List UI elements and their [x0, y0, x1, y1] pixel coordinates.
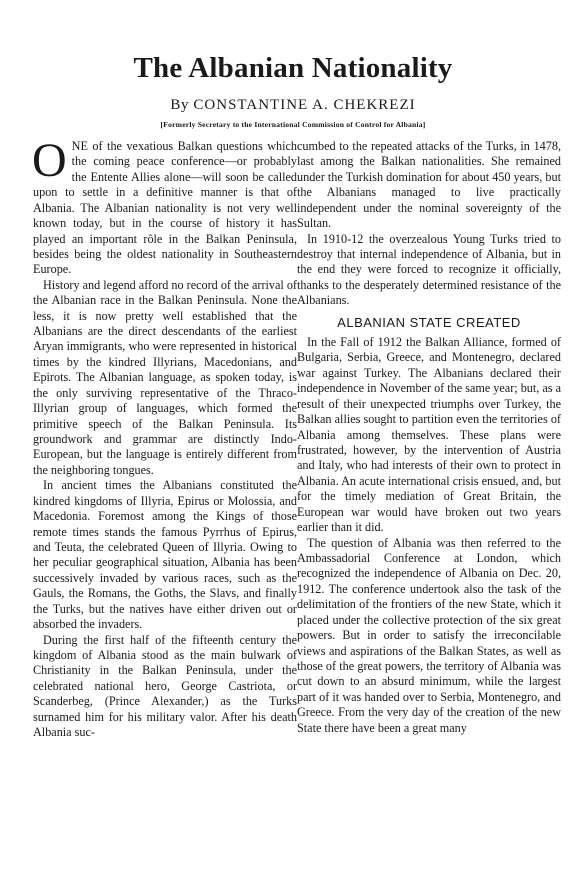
paragraph — [32, 134, 297, 278]
paragraph: In the Fall of 1912 the Balkan Alliance, formed of Bulgaria, Serbia, Greece, and Montenegro, declared war against Turkey. The Albanians declared their independence in November of the same year; but, as a result of their unexpected triumphs over Turkey, the Balkan allies sought to partition even the territories of Albania among themselves. These plans were frustrated, however, by the intervention of Austria and Italy, who had interests of their own to protect in Albania. An acute international crisis ensued, and, but for the timely mediation of Great Britain, the European war would have broken out two years earlier than it did. — [297, 335, 561, 535]
section-heading: ALBANIAN STATE CREATED — [337, 314, 521, 330]
right-column — [297, 139, 561, 736]
article-title: The Albanian Nationality — [133, 52, 453, 84]
author-affiliation: [Formerly Secretary to the International Commission of Control for Albania] — [160, 120, 426, 129]
drop-cap: O — [32, 134, 67, 187]
paragraph: During the first half of the fifteenth century the kingdom of Albania stood as the main bulwark of Christianity in the Balkan Peninsula, under the celebrated national hero, George Castriota, or Scanderbeg, (Prince Alexander,) as the Turks surnamed him for his military valor. After his death Albania suc- — [33, 632, 297, 740]
paragraph: In 1910-12 the overzealous Young Turks tried to destroy that internal independence of Albania, but in the end they were forced to recognize it officially, thanks to the desperately determined resistance of the Albanians. — [297, 231, 561, 308]
paragraph-text: NE of the vexatious Balkan questions which the coming peace conference—or probably the Entente Allies alone—will soon be called upon to settle in a definitive manner is that of Albania. The Albanian nationality is not very well known today, but in the course of history it has played an important rôle in the Balkan Peninsula, besides being the oldest nationality in Southeastern Europe. — [33, 139, 297, 277]
author-name: CONSTANTINE A. CHEKREZI — [193, 97, 416, 113]
paragraph: In ancient times the Albanians constituted the kindred kingdoms of Illyria, Epirus or Molossia, and Macedonia. Foremost among the Kings of those remote times stands the famous Pyrrhus of Epirus, and Teuta, the celebrated Queen of Illyria. Owing to her peculiar geographical situation, Albania has been successively invaded by various races, such as the Gauls, the Romans, the Goths, the Slavs, and finally the Turks, but the natives have either driven out or absorbed the invaders. — [33, 478, 297, 632]
byline-prefix: By — [170, 97, 190, 113]
paragraph: cumbed to the repeated attacks of the Turks, in 1478, last among the Balkan nationalities. She remained under the Turkish domination for about 450 years, but the Albanians managed to live practically independent under the nominal sovereignty of the Sultan. — [297, 139, 561, 231]
paragraph: The question of Albania was then referred to the Ambassadorial Conference at London, which recognized the independence of Albania on Dec. 20, 1912. The conference undertook also the task of the delimitation of the frontiers of the new State, which it placed under the collective protection of the six great powers. But in order to satisfy the irreconcilable views and aspirations of the Balkan States, as well as those of the great powers, the territory of Albania was cut down to an absurd minimum, while the largest part of it was handed over to Serbia, Montenegro, and Greece. From the very day of the creation of the new State there have been a great many — [297, 535, 561, 735]
paragraph: History and legend afford no record of the arrival of the Albanian race in the Balkan Peninsula. None the less, it is now pretty well established that the Albanians are the direct descendants of the earliest Aryan immigrants, who were represented in historical times by the kindred Illyrians, Macedonians, and Epirots. The Albanian language, as spoken today, is the only surviving representative of the Thraco-Illyrian group of languages, which formed the primitive speech of the Balkan Peninsula. Its groundwork and grammar are distinctly Indo-European, but the language is entirely different from the neighboring tongues. — [33, 277, 297, 477]
byline — [0, 97, 586, 114]
left-column — [32, 134, 297, 740]
